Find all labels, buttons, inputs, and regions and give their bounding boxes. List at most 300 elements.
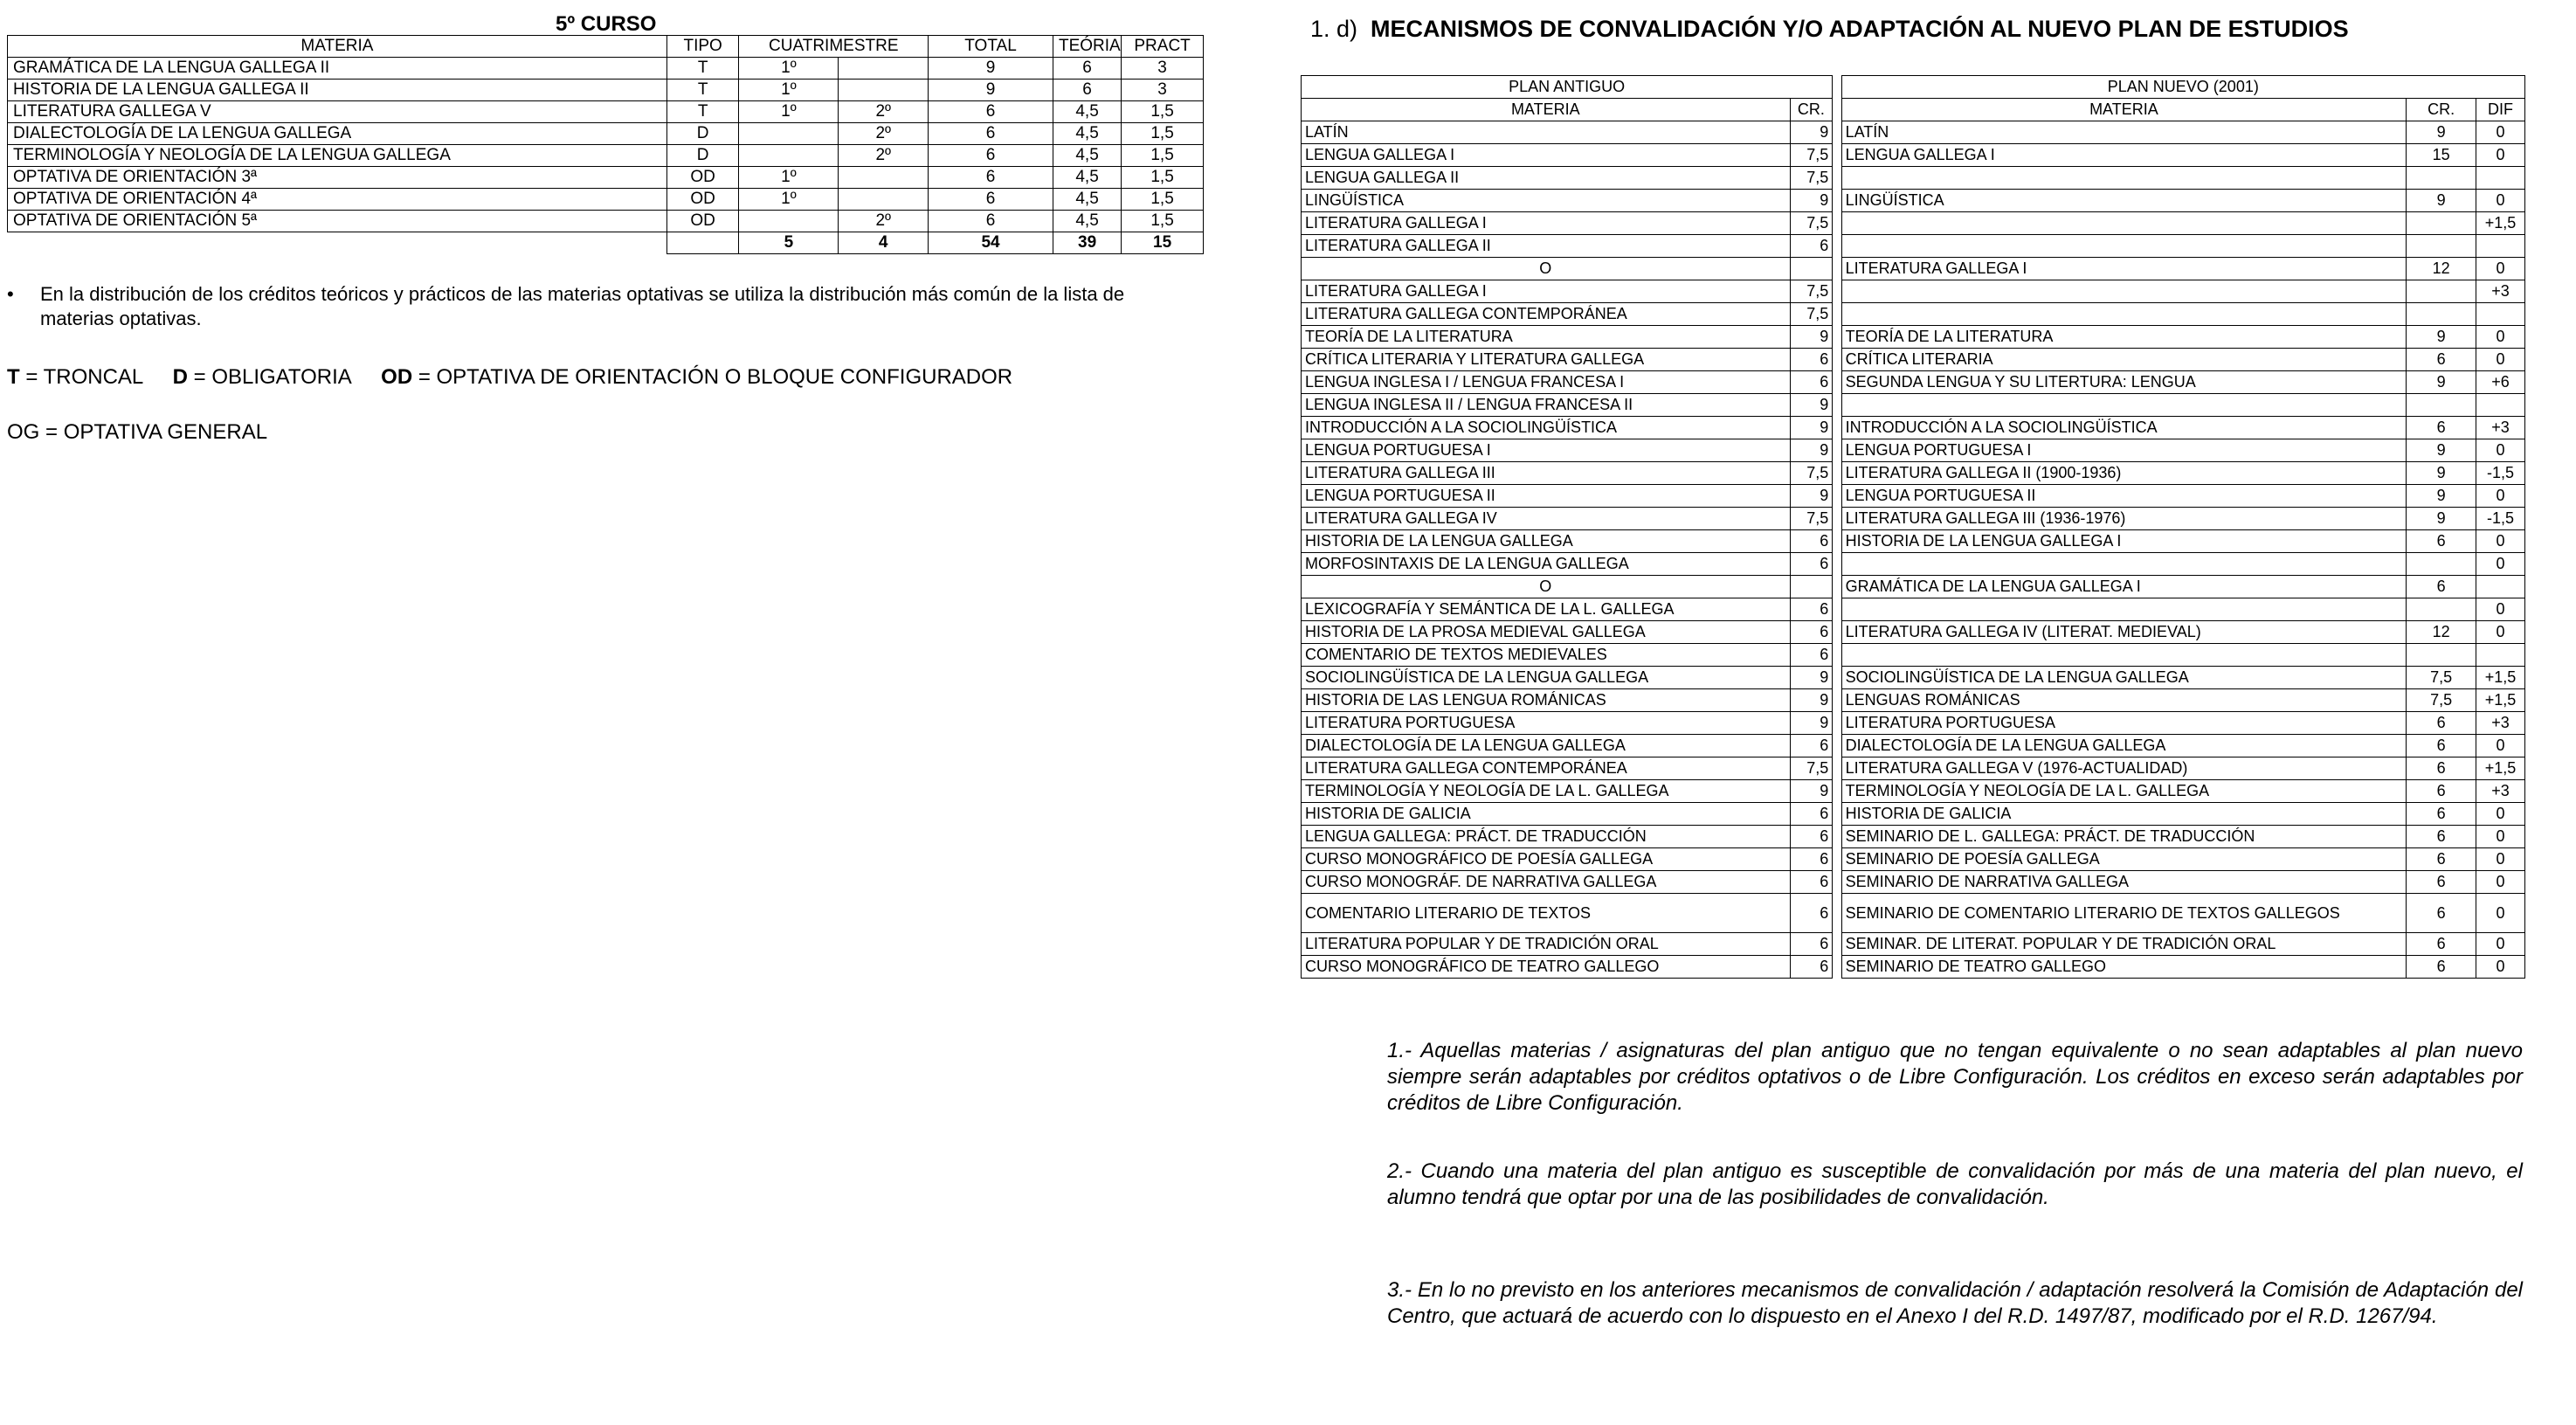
new-cr: 9 bbox=[2407, 190, 2476, 212]
course-row bbox=[8, 80, 1204, 101]
new-cr: 15 bbox=[2407, 144, 2476, 167]
old-materia: CURSO MONOGRÁFICO DE POESÍA GALLEGA bbox=[1302, 848, 1791, 871]
old-cr: 6 bbox=[1790, 933, 1833, 956]
old-cr: 7,5 bbox=[1790, 303, 1833, 326]
totals-total: 54 bbox=[929, 232, 1053, 254]
convalidation-row bbox=[1302, 735, 2525, 757]
bullet-note-text: En la distribución de los créditos teóricos y prácticos de las materias optativas se utiliza la distribución más común de la lista de materias optativas. bbox=[40, 283, 1125, 329]
note-3: 3.- En lo no previsto en los anteriores mecanismos de convalidación / adaptación resolverá la Comisión de Adaptación del Centro, que actuará de acuerdo con lo dispuesto en el Anexo I del R.D. 1497/87, modificado por el R.D. 1267/94. bbox=[1387, 1278, 2523, 1328]
new-cr bbox=[2407, 303, 2476, 326]
course-total: 9 bbox=[929, 80, 1053, 101]
convalidation-row bbox=[1302, 871, 2525, 894]
section-title bbox=[1310, 16, 2349, 43]
dif: 0 bbox=[2476, 553, 2524, 576]
dif bbox=[2476, 235, 2524, 258]
convalidation-row bbox=[1302, 326, 2525, 349]
header-teoria: TEÓRIA bbox=[1053, 36, 1122, 58]
dif: +3 bbox=[2476, 280, 2524, 303]
course-pract: 3 bbox=[1122, 58, 1204, 80]
bullet-note: • En la distribución de los créditos teóricos y prácticos de las materias optativas se utiliza la distribución más común de la lista de materias optativas. bbox=[7, 282, 1208, 331]
course-cuatrimestre-1: 1º bbox=[739, 167, 839, 189]
convalidation-row bbox=[1302, 212, 2525, 235]
new-materia: HISTORIA DE GALICIA bbox=[1841, 803, 2407, 826]
old-cr: 6 bbox=[1790, 530, 1833, 553]
old-materia: HISTORIA DE LA LENGUA GALLEGA bbox=[1302, 530, 1791, 553]
old-materia: LENGUA GALLEGA I bbox=[1302, 144, 1791, 167]
dif: +3 bbox=[2476, 780, 2524, 803]
new-materia: LITERATURA GALLEGA II (1900-1936) bbox=[1841, 462, 2407, 485]
new-cr: 6 bbox=[2407, 757, 2476, 780]
old-cr: 9 bbox=[1790, 417, 1833, 439]
dif bbox=[2476, 394, 2524, 417]
totals-blank bbox=[8, 232, 667, 254]
new-cr: 7,5 bbox=[2407, 667, 2476, 689]
old-materia: SOCIOLINGÜÍSTICA DE LA LENGUA GALLEGA bbox=[1302, 667, 1791, 689]
convalidation-row bbox=[1302, 894, 2525, 933]
totals-row bbox=[8, 232, 1204, 254]
new-cr: 9 bbox=[2407, 462, 2476, 485]
convalidation-row bbox=[1302, 508, 2525, 530]
new-materia bbox=[1841, 167, 2407, 190]
dif: 0 bbox=[2476, 826, 2524, 848]
new-materia: LENGUA GALLEGA I bbox=[1841, 144, 2407, 167]
old-materia: LATÍN bbox=[1302, 121, 1791, 144]
dif: 0 bbox=[2476, 258, 2524, 280]
totals-pract: 15 bbox=[1122, 232, 1204, 254]
course-teoria: 4,5 bbox=[1053, 211, 1122, 232]
new-cr: 6 bbox=[2407, 712, 2476, 735]
convalidation-row bbox=[1302, 598, 2525, 621]
new-cr bbox=[2407, 394, 2476, 417]
new-materia: LINGÜÍSTICA bbox=[1841, 190, 2407, 212]
course-cuatrimestre-1 bbox=[739, 211, 839, 232]
old-cr: 7,5 bbox=[1790, 757, 1833, 780]
old-materia: CURSO MONOGRÁF. DE NARRATIVA GALLEGA bbox=[1302, 871, 1791, 894]
legend-od-key: OD bbox=[381, 365, 413, 389]
new-cr: 6 bbox=[2407, 826, 2476, 848]
legend-line-1 bbox=[7, 365, 1012, 390]
dif: 0 bbox=[2476, 349, 2524, 371]
old-cr: 7,5 bbox=[1790, 167, 1833, 190]
dif-header: DIF bbox=[2476, 99, 2524, 121]
course-row bbox=[8, 145, 1204, 167]
new-materia: SEMINARIO DE L. GALLEGA: PRÁCT. DE TRADUCCIÓN bbox=[1841, 826, 2407, 848]
new-materia: CRÍTICA LITERARIA bbox=[1841, 349, 2407, 371]
new-cr: 6 bbox=[2407, 933, 2476, 956]
convalidation-row bbox=[1302, 121, 2525, 144]
new-materia: LITERATURA PORTUGUESA bbox=[1841, 712, 2407, 735]
old-cr: 6 bbox=[1790, 956, 1833, 979]
old-materia: LENGUA GALLEGA: PRÁCT. DE TRADUCCIÓN bbox=[1302, 826, 1791, 848]
new-cr bbox=[2407, 235, 2476, 258]
old-cr: 6 bbox=[1790, 894, 1833, 933]
new-cr: 6 bbox=[2407, 530, 2476, 553]
dif: +6 bbox=[2476, 371, 2524, 394]
new-materia: GRAMÁTICA DE LA LENGUA GALLEGA I bbox=[1841, 576, 2407, 598]
new-materia bbox=[1841, 394, 2407, 417]
new-materia: LENGUAS ROMÁNICAS bbox=[1841, 689, 2407, 712]
old-materia: LITERATURA GALLEGA CONTEMPORÁNEA bbox=[1302, 303, 1791, 326]
legend-d-value: = OBLIGATORIA bbox=[187, 365, 352, 389]
new-materia: LITERATURA GALLEGA V (1976-ACTUALIDAD) bbox=[1841, 757, 2407, 780]
old-materia-header: MATERIA bbox=[1302, 99, 1791, 121]
course-materia: OPTATIVA DE ORIENTACIÓN 3ª bbox=[8, 167, 667, 189]
old-cr bbox=[1790, 576, 1833, 598]
old-materia: LENGUA PORTUGUESA I bbox=[1302, 439, 1791, 462]
old-cr: 7,5 bbox=[1790, 462, 1833, 485]
legend-t-value: = TRONCAL bbox=[19, 365, 144, 389]
dif: 0 bbox=[2476, 121, 2524, 144]
old-materia: COMENTARIO LITERARIO DE TEXTOS bbox=[1302, 894, 1791, 933]
new-materia-header: MATERIA bbox=[1841, 99, 2407, 121]
course-cuatrimestre-1: 1º bbox=[739, 101, 839, 123]
course-cuatrimestre-1: 1º bbox=[739, 58, 839, 80]
old-cr: 9 bbox=[1790, 689, 1833, 712]
course-pract: 1,5 bbox=[1122, 123, 1204, 145]
course-pract: 3 bbox=[1122, 80, 1204, 101]
old-materia: DIALECTOLOGÍA DE LA LENGUA GALLEGA bbox=[1302, 735, 1791, 757]
new-cr: 6 bbox=[2407, 803, 2476, 826]
course-cuatrimestre-2: 2º bbox=[839, 101, 929, 123]
dif: 0 bbox=[2476, 735, 2524, 757]
new-cr bbox=[2407, 598, 2476, 621]
course-cuatrimestre-2 bbox=[839, 80, 929, 101]
old-cr: 6 bbox=[1790, 848, 1833, 871]
old-cr: 6 bbox=[1790, 871, 1833, 894]
old-materia: LEXICOGRAFÍA Y SEMÁNTICA DE LA L. GALLEGA bbox=[1302, 598, 1791, 621]
course-teoria: 4,5 bbox=[1053, 167, 1122, 189]
course-total: 6 bbox=[929, 123, 1053, 145]
course-cuatrimestre-1 bbox=[739, 145, 839, 167]
old-cr: 7,5 bbox=[1790, 144, 1833, 167]
old-cr-header: CR. bbox=[1790, 99, 1833, 121]
new-materia bbox=[1841, 212, 2407, 235]
convalidation-row bbox=[1302, 553, 2525, 576]
old-cr: 9 bbox=[1790, 667, 1833, 689]
new-cr: 6 bbox=[2407, 956, 2476, 979]
dif: 0 bbox=[2476, 190, 2524, 212]
new-cr bbox=[2407, 212, 2476, 235]
course-teoria: 4,5 bbox=[1053, 189, 1122, 211]
course-materia: TERMINOLOGÍA Y NEOLOGÍA DE LA LENGUA GALLEGA bbox=[8, 145, 667, 167]
convalidation-row bbox=[1302, 280, 2525, 303]
new-materia bbox=[1841, 644, 2407, 667]
course-teoria: 4,5 bbox=[1053, 145, 1122, 167]
convalidation-row bbox=[1302, 303, 2525, 326]
old-cr: 6 bbox=[1790, 371, 1833, 394]
course-total: 6 bbox=[929, 189, 1053, 211]
course-cuatrimestre-1: 1º bbox=[739, 189, 839, 211]
convalidation-row bbox=[1302, 803, 2525, 826]
convalidation-row bbox=[1302, 933, 2525, 956]
course-total: 9 bbox=[929, 58, 1053, 80]
new-cr: 6 bbox=[2407, 848, 2476, 871]
old-cr bbox=[1790, 258, 1833, 280]
old-cr: 9 bbox=[1790, 439, 1833, 462]
old-materia: HISTORIA DE LA PROSA MEDIEVAL GALLEGA bbox=[1302, 621, 1791, 644]
course-pract: 1,5 bbox=[1122, 167, 1204, 189]
dif: -1,5 bbox=[2476, 462, 2524, 485]
column-header-row bbox=[1302, 99, 2525, 121]
old-materia: LENGUA INGLESA II / LENGUA FRANCESA II bbox=[1302, 394, 1791, 417]
convalidation-row bbox=[1302, 826, 2525, 848]
old-materia: LITERATURA GALLEGA CONTEMPORÁNEA bbox=[1302, 757, 1791, 780]
header-materia: MATERIA bbox=[8, 36, 667, 58]
dif: 0 bbox=[2476, 144, 2524, 167]
course-row bbox=[8, 167, 1204, 189]
convalidation-row bbox=[1302, 712, 2525, 735]
dif bbox=[2476, 167, 2524, 190]
new-materia: LITERATURA GALLEGA III (1936-1976) bbox=[1841, 508, 2407, 530]
old-cr: 6 bbox=[1790, 349, 1833, 371]
course-tipo: D bbox=[666, 145, 739, 167]
course-teoria: 6 bbox=[1053, 80, 1122, 101]
old-materia: COMENTARIO DE TEXTOS MEDIEVALES bbox=[1302, 644, 1791, 667]
header-total: TOTAL bbox=[929, 36, 1053, 58]
new-materia: TEORÍA DE LA LITERATURA bbox=[1841, 326, 2407, 349]
course-row bbox=[8, 211, 1204, 232]
convalidation-row bbox=[1302, 576, 2525, 598]
course-materia: HISTORIA DE LA LENGUA GALLEGA II bbox=[8, 80, 667, 101]
course-teoria: 4,5 bbox=[1053, 101, 1122, 123]
old-cr: 6 bbox=[1790, 621, 1833, 644]
dif: +3 bbox=[2476, 417, 2524, 439]
dif: 0 bbox=[2476, 439, 2524, 462]
new-cr: 12 bbox=[2407, 258, 2476, 280]
new-cr: 9 bbox=[2407, 439, 2476, 462]
course-pract: 1,5 bbox=[1122, 189, 1204, 211]
new-materia: LITERATURA GALLEGA I bbox=[1841, 258, 2407, 280]
old-materia: LENGUA INGLESA I / LENGUA FRANCESA I bbox=[1302, 371, 1791, 394]
course-total: 6 bbox=[929, 167, 1053, 189]
plan-nuevo-header: PLAN NUEVO (2001) bbox=[1841, 76, 2524, 99]
new-cr: 6 bbox=[2407, 894, 2476, 933]
course-total: 6 bbox=[929, 211, 1053, 232]
course-cuatrimestre-2 bbox=[839, 167, 929, 189]
course-row bbox=[8, 58, 1204, 80]
dif: 0 bbox=[2476, 485, 2524, 508]
new-cr: 6 bbox=[2407, 871, 2476, 894]
old-cr: 6 bbox=[1790, 553, 1833, 576]
dif: 0 bbox=[2476, 621, 2524, 644]
course-title: 5º CURSO bbox=[556, 12, 657, 36]
new-materia: SEMINARIO DE NARRATIVA GALLEGA bbox=[1841, 871, 2407, 894]
new-materia: SEGUNDA LENGUA Y SU LITERTURA: LENGUA bbox=[1841, 371, 2407, 394]
old-materia: LENGUA PORTUGUESA II bbox=[1302, 485, 1791, 508]
course-materia: LITERATURA GALLEGA V bbox=[8, 101, 667, 123]
old-materia: CRÍTICA LITERARIA Y LITERATURA GALLEGA bbox=[1302, 349, 1791, 371]
course-materia: OPTATIVA DE ORIENTACIÓN 5ª bbox=[8, 211, 667, 232]
note-1: 1.- Aquellas materias / asignaturas del plan antiguo que no tengan equivalente o no sean adaptables al plan nuevo siempre serán adaptables por créditos optativos o de Libre Configuración. Los créditos en exceso serán adaptables por créditos de Libre Configuración. bbox=[1387, 1039, 2523, 1115]
convalidation-row bbox=[1302, 530, 2525, 553]
course-pract: 1,5 bbox=[1122, 211, 1204, 232]
convalidation-row bbox=[1302, 371, 2525, 394]
course-materia: GRAMÁTICA DE LA LENGUA GALLEGA II bbox=[8, 58, 667, 80]
course-tipo: OD bbox=[666, 211, 739, 232]
new-cr: 12 bbox=[2407, 621, 2476, 644]
convalidation-table bbox=[1301, 75, 2525, 979]
convalidation-row bbox=[1302, 621, 2525, 644]
plan-antiguo-header: PLAN ANTIGUO bbox=[1302, 76, 1833, 99]
totals-c2: 4 bbox=[839, 232, 929, 254]
convalidation-row bbox=[1302, 349, 2525, 371]
course-cuatrimestre-1: 1º bbox=[739, 80, 839, 101]
convalidation-row bbox=[1302, 235, 2525, 258]
new-materia: INTRODUCCIÓN A LA SOCIOLINGÜÍSTICA bbox=[1841, 417, 2407, 439]
course-tipo: OD bbox=[666, 167, 739, 189]
new-materia: SEMINARIO DE POESÍA GALLEGA bbox=[1841, 848, 2407, 871]
dif: 0 bbox=[2476, 598, 2524, 621]
old-cr: 7,5 bbox=[1790, 212, 1833, 235]
new-materia: SOCIOLINGÜÍSTICA DE LA LENGUA GALLEGA bbox=[1841, 667, 2407, 689]
convalidation-row bbox=[1302, 190, 2525, 212]
legend-d-key: D bbox=[172, 365, 188, 389]
old-cr: 6 bbox=[1790, 803, 1833, 826]
new-materia: LITERATURA GALLEGA IV (LITERAT. MEDIEVAL) bbox=[1841, 621, 2407, 644]
new-cr bbox=[2407, 553, 2476, 576]
new-materia bbox=[1841, 303, 2407, 326]
convalidation-row bbox=[1302, 848, 2525, 871]
new-cr bbox=[2407, 644, 2476, 667]
dif: 0 bbox=[2476, 326, 2524, 349]
course-materia: OPTATIVA DE ORIENTACIÓN 4ª bbox=[8, 189, 667, 211]
old-materia: HISTORIA DE LAS LENGUA ROMÁNICAS bbox=[1302, 689, 1791, 712]
totals-teoria: 39 bbox=[1053, 232, 1122, 254]
header-pract: PRACT bbox=[1122, 36, 1204, 58]
dif: 0 bbox=[2476, 933, 2524, 956]
course-tipo: D bbox=[666, 123, 739, 145]
old-cr: 9 bbox=[1790, 780, 1833, 803]
new-cr: 9 bbox=[2407, 371, 2476, 394]
new-cr bbox=[2407, 167, 2476, 190]
course-total: 6 bbox=[929, 101, 1053, 123]
new-cr: 6 bbox=[2407, 735, 2476, 757]
old-materia: LITERATURA GALLEGA III bbox=[1302, 462, 1791, 485]
dif: 0 bbox=[2476, 848, 2524, 871]
course-teoria: 6 bbox=[1053, 58, 1122, 80]
convalidation-row bbox=[1302, 689, 2525, 712]
new-materia: SEMINAR. DE LITERAT. POPULAR Y DE TRADICIÓN ORAL bbox=[1841, 933, 2407, 956]
old-cr: 7,5 bbox=[1790, 280, 1833, 303]
dif: 0 bbox=[2476, 803, 2524, 826]
old-materia: LITERATURA POPULAR Y DE TRADICIÓN ORAL bbox=[1302, 933, 1791, 956]
new-materia: HISTORIA DE LA LENGUA GALLEGA I bbox=[1841, 530, 2407, 553]
course-cuatrimestre-2: 2º bbox=[839, 145, 929, 167]
old-materia: O bbox=[1302, 258, 1791, 280]
new-materia: DIALECTOLOGÍA DE LA LENGUA GALLEGA bbox=[1841, 735, 2407, 757]
old-materia: O bbox=[1302, 576, 1791, 598]
old-materia: TEORÍA DE LA LITERATURA bbox=[1302, 326, 1791, 349]
new-cr: 6 bbox=[2407, 417, 2476, 439]
course-table-header bbox=[8, 36, 1204, 58]
new-materia: TERMINOLOGÍA Y NEOLOGÍA DE LA L. GALLEGA bbox=[1841, 780, 2407, 803]
old-cr: 6 bbox=[1790, 644, 1833, 667]
new-cr: 6 bbox=[2407, 349, 2476, 371]
old-materia: LITERATURA PORTUGUESA bbox=[1302, 712, 1791, 735]
new-cr: 9 bbox=[2407, 508, 2476, 530]
dif bbox=[2476, 303, 2524, 326]
convalidation-row bbox=[1302, 956, 2525, 979]
section-heading: MECANISMOS DE CONVALIDACIÓN Y/O ADAPTACIÓN AL NUEVO PLAN DE ESTUDIOS bbox=[1371, 16, 2349, 42]
course-row bbox=[8, 101, 1204, 123]
dif: 0 bbox=[2476, 871, 2524, 894]
dif: -1,5 bbox=[2476, 508, 2524, 530]
convalidation-row bbox=[1302, 144, 2525, 167]
new-materia bbox=[1841, 553, 2407, 576]
new-materia bbox=[1841, 235, 2407, 258]
totals-c1: 5 bbox=[739, 232, 839, 254]
course-cuatrimestre-2 bbox=[839, 58, 929, 80]
course-teoria: 4,5 bbox=[1053, 123, 1122, 145]
old-cr: 6 bbox=[1790, 826, 1833, 848]
dif: +1,5 bbox=[2476, 689, 2524, 712]
convalidation-row bbox=[1302, 167, 2525, 190]
old-materia: LITERATURA GALLEGA I bbox=[1302, 280, 1791, 303]
old-cr: 7,5 bbox=[1790, 508, 1833, 530]
course-pract: 1,5 bbox=[1122, 145, 1204, 167]
old-materia: HISTORIA DE GALICIA bbox=[1302, 803, 1791, 826]
new-cr: 6 bbox=[2407, 576, 2476, 598]
convalidation-row bbox=[1302, 667, 2525, 689]
course-row bbox=[8, 189, 1204, 211]
old-materia: CURSO MONOGRÁFICO DE TEATRO GALLEGO bbox=[1302, 956, 1791, 979]
old-cr: 9 bbox=[1790, 326, 1833, 349]
course-total: 6 bbox=[929, 145, 1053, 167]
header-cuatrimestre: CUATRIMESTRE bbox=[739, 36, 929, 58]
old-materia: LENGUA GALLEGA II bbox=[1302, 167, 1791, 190]
convalidation-row bbox=[1302, 757, 2525, 780]
course-tipo: OD bbox=[666, 189, 739, 211]
dif bbox=[2476, 644, 2524, 667]
new-cr: 6 bbox=[2407, 780, 2476, 803]
new-materia: LENGUA PORTUGUESA I bbox=[1841, 439, 2407, 462]
old-materia: LINGÜÍSTICA bbox=[1302, 190, 1791, 212]
dif: 0 bbox=[2476, 530, 2524, 553]
convalidation-row bbox=[1302, 780, 2525, 803]
legend-od-value: = OPTATIVA DE ORIENTACIÓN O BLOQUE CONFIGURADOR bbox=[412, 365, 1013, 389]
old-materia: LITERATURA GALLEGA II bbox=[1302, 235, 1791, 258]
dif: +1,5 bbox=[2476, 667, 2524, 689]
course-tipo: T bbox=[666, 80, 739, 101]
old-cr: 9 bbox=[1790, 485, 1833, 508]
new-materia: SEMINARIO DE TEATRO GALLEGO bbox=[1841, 956, 2407, 979]
old-cr: 9 bbox=[1790, 190, 1833, 212]
section-number: 1. d) bbox=[1310, 16, 1358, 42]
new-materia: LATÍN bbox=[1841, 121, 2407, 144]
dif: +3 bbox=[2476, 712, 2524, 735]
course-tipo: T bbox=[666, 58, 739, 80]
old-cr: 6 bbox=[1790, 235, 1833, 258]
dif: 0 bbox=[2476, 956, 2524, 979]
convalidation-row bbox=[1302, 394, 2525, 417]
old-materia: TERMINOLOGÍA Y NEOLOGÍA DE LA L. GALLEGA bbox=[1302, 780, 1791, 803]
course-cuatrimestre-2: 2º bbox=[839, 123, 929, 145]
dif: 0 bbox=[2476, 894, 2524, 933]
header-tipo: TIPO bbox=[666, 36, 739, 58]
old-cr: 9 bbox=[1790, 712, 1833, 735]
legend-t-key: T bbox=[7, 365, 20, 389]
course-cuatrimestre-1 bbox=[739, 123, 839, 145]
new-cr: 9 bbox=[2407, 326, 2476, 349]
dif bbox=[2476, 576, 2524, 598]
old-materia: LITERATURA GALLEGA IV bbox=[1302, 508, 1791, 530]
old-cr: 6 bbox=[1790, 735, 1833, 757]
old-cr: 9 bbox=[1790, 394, 1833, 417]
new-materia: LENGUA PORTUGUESA II bbox=[1841, 485, 2407, 508]
course-pract: 1,5 bbox=[1122, 101, 1204, 123]
convalidation-row bbox=[1302, 485, 2525, 508]
old-cr: 9 bbox=[1790, 121, 1833, 144]
